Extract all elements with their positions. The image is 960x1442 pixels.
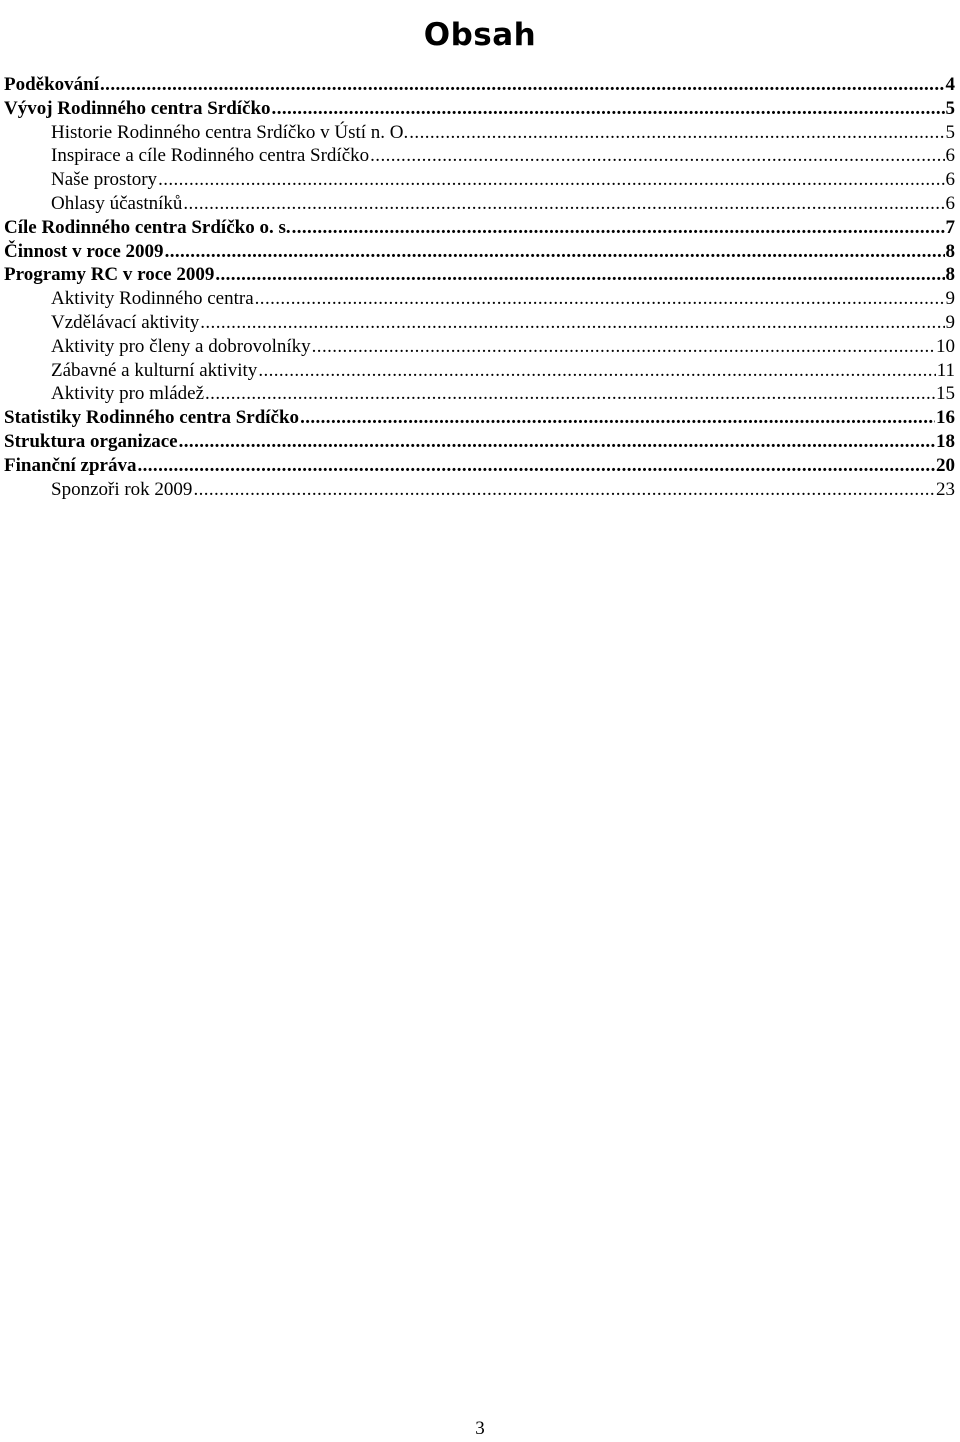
toc-entry[interactable] <box>0 287 960 311</box>
toc-entry-page: 8 <box>945 264 955 286</box>
toc-entry[interactable] <box>0 144 960 168</box>
toc-entry[interactable] <box>0 240 960 264</box>
toc-entry-page: 5 <box>945 121 955 143</box>
toc-entry[interactable] <box>0 168 960 192</box>
toc-entry-page: 6 <box>945 145 955 167</box>
toc-entry[interactable] <box>0 97 960 121</box>
toc-entry[interactable] <box>0 406 960 430</box>
page-title: Obsah <box>423 16 537 53</box>
toc-entry-page: 6 <box>945 192 955 214</box>
page-number: 3 <box>475 1418 485 1439</box>
toc-entry-page: 5 <box>945 97 955 119</box>
toc-leader-dots <box>100 73 944 97</box>
toc-entry[interactable] <box>0 430 960 454</box>
toc-leader-dots <box>200 311 944 335</box>
toc-entry-label: Struktura organizace <box>4 430 178 452</box>
toc-entry[interactable] <box>0 454 960 478</box>
toc-entry[interactable] <box>0 263 960 287</box>
toc-entry[interactable] <box>0 121 960 145</box>
toc-leader-dots <box>292 216 945 240</box>
toc-entry[interactable] <box>0 73 960 97</box>
toc-entry-label: Vzdělávací aktivity <box>51 311 200 333</box>
toc-entry-label: Poděkování <box>4 74 100 95</box>
toc-entry-page: 11 <box>936 359 955 381</box>
toc-entry-page: 4 <box>945 74 955 95</box>
toc-leader-dots <box>312 335 935 359</box>
toc-entry-label: Ohlasy účastníků <box>51 192 183 214</box>
toc-entry[interactable] <box>0 335 960 359</box>
toc-entry-page: 16 <box>936 407 955 429</box>
toc-entry-label: Sponzoři rok 2009 <box>51 478 193 500</box>
toc-leader-dots <box>258 359 935 383</box>
toc-entry-label: Vývoj Rodinného centra Srdíčko <box>4 97 271 119</box>
toc-entry-label: Statistiky Rodinného centra Srdíčko <box>4 407 300 429</box>
toc-entry-page: 20 <box>936 454 955 476</box>
toc-entry-label: Historie Rodinného centra Srdíčko v Ústí n. O. <box>51 121 409 143</box>
toc-leader-dots <box>409 121 944 145</box>
toc-entry-label: Inspirace a cíle Rodinného centra Srdíčko <box>51 145 370 167</box>
toc-entry-label: Zábavné a kulturní aktivity <box>51 359 258 381</box>
toc-leader-dots <box>183 192 944 216</box>
toc-entry[interactable] <box>0 478 960 502</box>
toc-entry-page: 23 <box>936 478 955 500</box>
toc-entry-page: 15 <box>936 383 955 405</box>
table-of-contents <box>0 73 960 501</box>
toc-leader-dots <box>179 430 935 454</box>
toc-leader-dots <box>215 263 944 287</box>
toc-leader-dots <box>137 454 935 478</box>
toc-entry-page: 7 <box>945 216 955 238</box>
toc-entry-label: Aktivity pro členy a dobrovolníky <box>51 335 311 357</box>
toc-entry-label: Aktivity Rodinného centra <box>51 288 254 310</box>
toc-leader-dots <box>205 382 935 406</box>
toc-entry-label: Finanční zpráva <box>4 454 137 476</box>
toc-entry-label: Naše prostory <box>51 169 158 191</box>
toc-entry[interactable] <box>0 311 960 335</box>
toc-entry-page: 9 <box>945 311 955 333</box>
toc-entry[interactable] <box>0 359 960 383</box>
toc-entry-label: Aktivity pro mládež <box>51 383 205 405</box>
toc-leader-dots <box>370 144 944 168</box>
toc-leader-dots <box>165 240 945 264</box>
toc-entry-page: 8 <box>945 240 955 262</box>
toc-leader-dots <box>193 478 935 502</box>
toc-leader-dots <box>272 97 945 121</box>
toc-entry-label: Programy RC v roce 2009 <box>4 264 215 286</box>
toc-entry-label: Cíle Rodinného centra Srdíčko o. s. <box>4 216 291 238</box>
toc-entry-page: 18 <box>936 430 955 452</box>
toc-entry-page: 10 <box>936 335 955 357</box>
toc-entry[interactable] <box>0 192 960 216</box>
toc-entry[interactable] <box>0 382 960 406</box>
toc-leader-dots <box>300 406 935 430</box>
toc-entry-page: 9 <box>945 288 955 310</box>
toc-leader-dots <box>255 287 945 311</box>
toc-entry-label: Činnost v roce 2009 <box>4 240 164 262</box>
toc-entry-page: 6 <box>945 169 955 191</box>
toc-entry[interactable] <box>0 216 960 240</box>
toc-leader-dots <box>158 168 944 192</box>
